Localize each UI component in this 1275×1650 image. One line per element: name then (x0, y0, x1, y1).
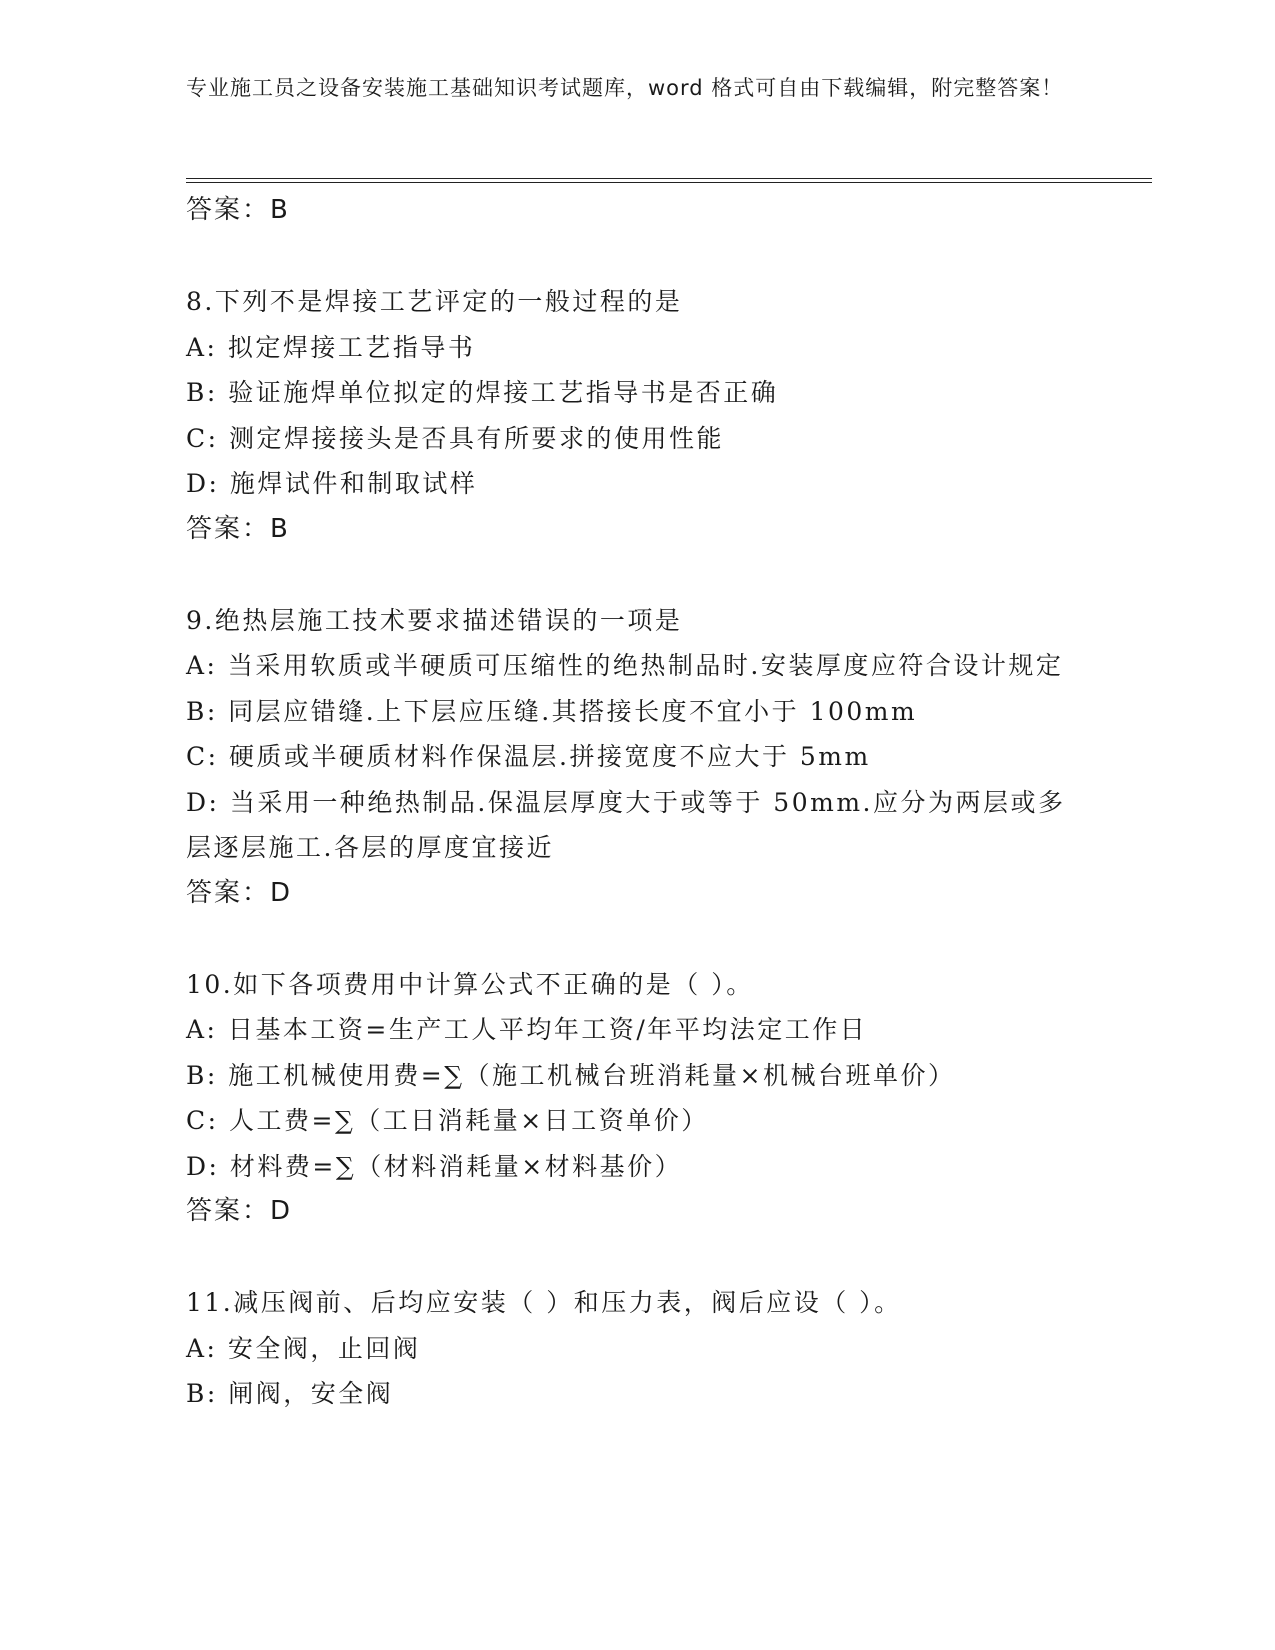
answer-line: 答案：B (186, 513, 290, 544)
question-stem: 11.减压阀前、后均应安装（ ）和压力表，阀后应设（ ）。 (186, 1288, 902, 1317)
option-a: A: 日基本工资=生产工人平均年工资/年平均法定工作日 (186, 1015, 868, 1044)
option-d: D: 材料费=∑（材料消耗量×材料基价） (186, 1151, 683, 1181)
option-c: C: 人工费=∑（工日消耗量×日工资单价） (186, 1106, 709, 1135)
option-a: A: 安全阀，止回阀 (186, 1333, 421, 1363)
option-b: B: 闸阀，安全阀 (186, 1379, 394, 1408)
option-a: A: 当采用软质或半硬质可压缩性的绝热制品时.安装厚度应符合设计规定 (186, 651, 1064, 680)
option-c: C: 测定焊接接头是否具有所要求的使用性能 (186, 423, 724, 453)
header-rule-top (186, 178, 1152, 179)
answer-line: 答案：D (186, 1196, 293, 1226)
spacer (186, 234, 1086, 280)
option-b: B: 验证施焊单位拟定的焊接工艺指导书是否正确 (186, 378, 779, 407)
answer-line: 答案：B (186, 195, 290, 225)
spacer (186, 1235, 1086, 1281)
option-d: D: 当采用一种绝热制品.保温层厚度大于或等于 50mm.应分为两层或多层逐层施工.各层的厚度宜接近 (186, 787, 1066, 862)
spacer (186, 916, 1086, 962)
option-a: A: 拟定焊接工艺指导书 (186, 332, 476, 362)
question-stem: 9.绝热层施工技术要求描述错误的一项是 (186, 605, 683, 635)
option-b: B: 施工机械使用费=∑（施工机械台班消耗量×机械台班单价） (186, 1060, 956, 1090)
question-stem: 10.如下各项费用中计算公式不正确的是（ ）。 (186, 969, 754, 999)
answer-line: 答案：D (186, 877, 293, 908)
question-list (186, 188, 1086, 1417)
option-d: D: 施焊试件和制取试样 (186, 469, 478, 498)
option-b: B: 同层应错缝.上下层应压缝.其搭接长度不宜小于 100mm (186, 696, 918, 726)
header-rule-bottom (186, 182, 1152, 183)
question-stem: 8.下列不是焊接工艺评定的一般过程的是 (186, 287, 683, 316)
spacer (186, 552, 1086, 598)
option-c: C: 硬质或半硬质材料作保温层.拼接宽度不应大于 5mm (186, 742, 871, 771)
document-header: 专业施工员之设备安装施工基础知识考试题库，word 格式可自由下载编辑，附完整答案！ (186, 76, 1064, 100)
